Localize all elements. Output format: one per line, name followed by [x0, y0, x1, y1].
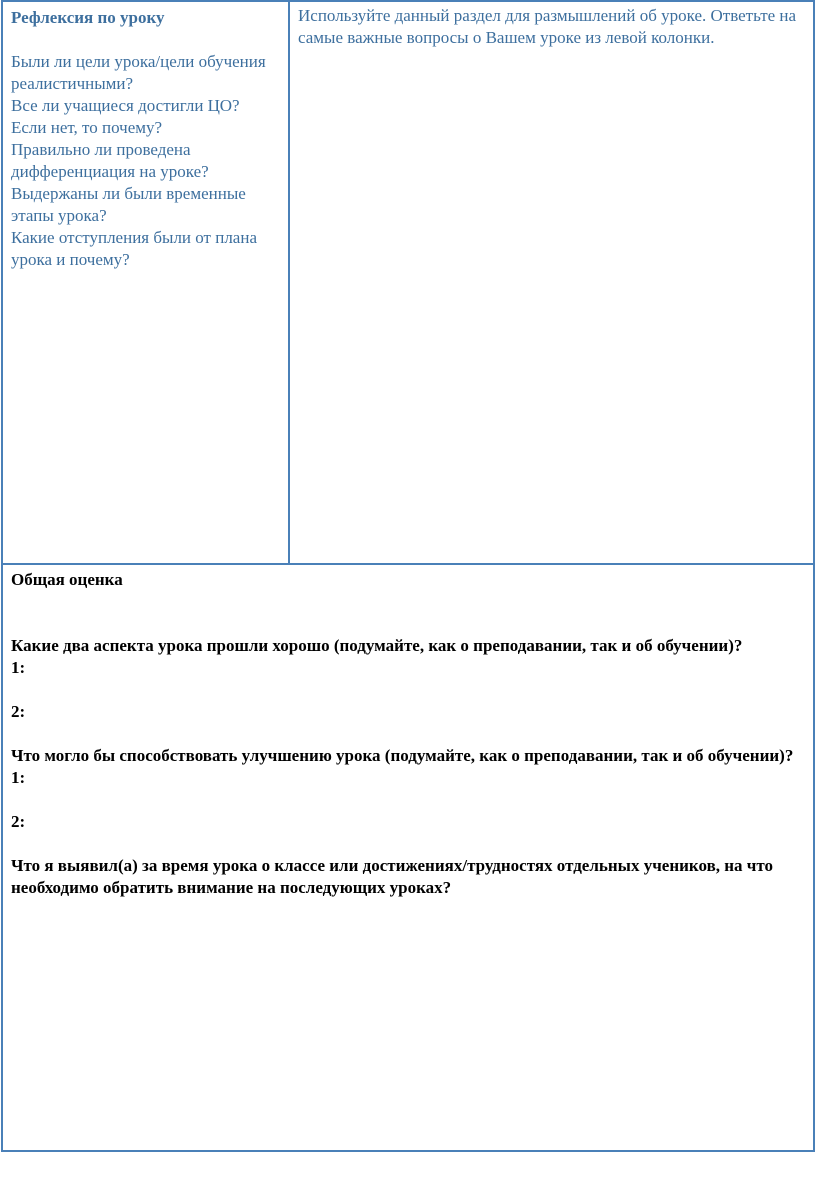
summary-content — [11, 569, 801, 899]
summary-cell[interactable] — [1, 563, 815, 1152]
reflection-answer-cell[interactable] — [288, 0, 815, 565]
reflection-question: Выдержаны ли были временные этапы урока? — [11, 184, 246, 225]
summary-answer-label: 2: — [11, 702, 26, 721]
reflection-table — [1, 0, 815, 1152]
reflection-question: Если нет, то почему? — [11, 118, 163, 137]
reflection-question: Какие отступления были от плана урока и почему? — [11, 228, 257, 269]
reflection-question: Были ли цели урока/цели обучения реалистичными? — [11, 52, 266, 93]
reflection-questions-content — [11, 7, 283, 271]
summary-question-went-well: Какие два аспекта урока прошли хорошо (подумайте, как о преподавании, так и об обучении)? — [11, 636, 743, 655]
reflection-question: Правильно ли проведена дифференциация на уроке? — [11, 140, 209, 181]
summary-answer-label: 1: — [11, 658, 26, 677]
reflection-title: Рефлексия по уроку — [11, 8, 165, 27]
reflection-instruction: Используйте данный раздел для размышлений об уроке. Ответьте на самые важные вопросы о Вашем уроке из левой колонки. — [298, 6, 797, 47]
reflection-questions-cell — [1, 0, 290, 565]
reflection-question: Все ли учащиеся достигли ЦО? — [11, 96, 240, 115]
reflection-row — [1, 0, 815, 565]
summary-title: Общая оценка — [11, 570, 123, 589]
summary-answer-label: 2: — [11, 812, 26, 831]
summary-question-improvement: Что могло бы способствовать улучшению урока (подумайте, как о преподавании, так и об обучении)? — [11, 746, 794, 765]
summary-question-findings: Что я выявил(а) за время урока о классе или достижениях/трудностях отдельных учеников, на что необходимо обратить внимание на последующих уроках? — [11, 856, 774, 897]
summary-answer-label: 1: — [11, 768, 26, 787]
